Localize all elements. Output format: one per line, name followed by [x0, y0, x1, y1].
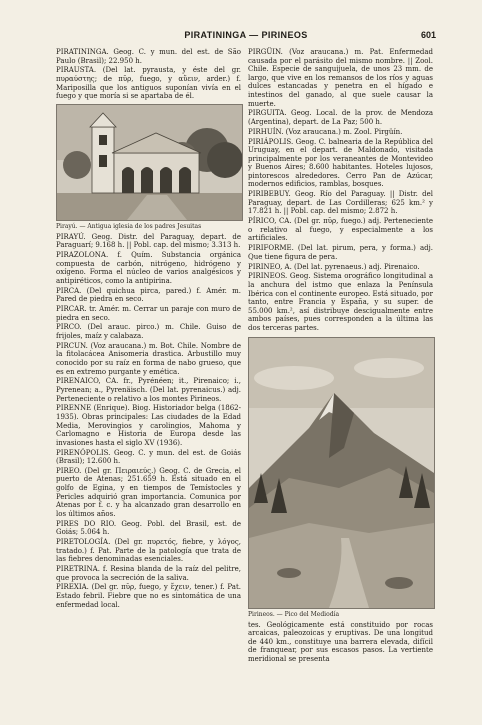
entry-pirexia: PIREXIA. (Del gr. πῦρ, fuego, y ἔχειν, tener.) f. Pat. Estado febril. Fiebre que no es sintomática de una enfermedad local. — [56, 583, 241, 609]
right-bottom-entries — [248, 621, 433, 664]
page-number: 601 — [420, 30, 436, 40]
entry-piratininga: PIRATININGA. Geog. C. y mun. del est. de São Paulo (Brasil); 22.950 h. — [56, 48, 241, 65]
entry-piretrina: PIRETRINA. f. Resina blanda de la raíz del pelitre, que provoca la secreción de la saliva. — [56, 564, 241, 582]
entry-piribebuy: PIRIBEBUY. Geog. Río del Paraguay. || Distr. del Paraguay, depart. de Las Cordilleras; 625 km.² y 17.821 h. || Pobl. cap. del mismo; 2.872 h. — [248, 190, 433, 216]
mountain-drawing — [249, 338, 434, 608]
entry-pirca: PIRCA. (Del quichua pirca, pared.) f. Amér. m. Pared de piedra en seco. — [56, 286, 241, 304]
entry-pirico: PÍRICO, CA. (Del gr. πῦρ, fuego.) adj. Perteneciente o relativo al fuego, y especialmente a los artificiales. — [248, 217, 433, 243]
entry-pirineos: PIRINEOS. Geog. Sistema orográfico longitudinal a la anchura del istmo que enlaza la Península Ibérica con el continente europeo. Está situado, por tanto, entre Francia y España, y su super. de 55.000 km.², así distribuye descigualmente entre ambos países, pues corresponden a la última las dos terceras partes. — [248, 272, 433, 332]
left-column — [56, 48, 241, 610]
entry-pirenaico: PIRENAICO, CA. fr., Pyrénéen; it., Pirenaico; i., Pyrenean; a., Pyrenäisch. (Del lat. pyrenaicus.) adj. Perteneciente o relativo a los montes Pirineos. — [56, 377, 241, 403]
entry-piriforme: PIRIFORME. (Del lat. pirum, pera, y forma.) adj. Que tiene figura de pera. — [248, 244, 433, 261]
entry-pirenopolis: PIRENÓPOLIS. Geog. C. y mun. del est. de Goiás (Brasil); 12.600 h. — [56, 448, 241, 466]
entry-pirco: PIRCO. (Del arauc. pirco.) m. Chile. Guiso de frijoles, maíz y calabaza. — [56, 323, 241, 341]
running-head: PIRATININGA — PIRINEOS — [184, 30, 308, 40]
church-caption: Pirayú. — Antigua iglesia de los padres Jesuitas — [56, 222, 202, 230]
entry-pirayu: PIRAYÚ. Geog. Distr. del Paraguay, depart. de Paraguarí; 9.168 h. || Pobl. cap. del mismo; 3.313 h. — [56, 232, 241, 250]
entry-pircar: PIRCAR. tr. Amér. m. Cerrar un paraje con muro de piedra en seco. — [56, 305, 241, 322]
left-bottom-entries — [56, 233, 241, 609]
church-illustration — [56, 104, 243, 221]
right-column — [248, 48, 433, 665]
entry-pirhuin: PIRHUÍN. (Voz araucana.) m. Zool. Pirgüín. — [248, 127, 403, 136]
entry-pirineos-continued: tes. Geológicamente está constituido por rocas arcaicas, paleozoicas y eruptivas. De una longitud de 440 km., constituye una barrera elevada, difícil de franquear, por sus escasos pasos. La vertiente meridional se presenta — [248, 620, 433, 663]
mountain-caption: Pirineos. — Pico del Mediodía — [248, 610, 340, 618]
entry-pircun: PIRCUN. (Voz araucana.) m. Bot. Chile. Nombre de la fitolacácea Anisomeria drastica. Arbustillo muy conocido por su raíz en forma de nabo grueso, que es en extremo purgante y emética. — [56, 341, 241, 376]
church-figure — [56, 104, 241, 230]
church-drawing — [57, 105, 242, 220]
entry-pirausta: PIRAUSTA. (Del lat. pyrausta, y éste del gr. πυραύστης; de πῦρ, fuego, y αὔειν, arder.) f. Mariposilla que los antiguos suponían vivía en el fuego y que moría si se apartaba de él. — [56, 66, 241, 101]
entry-pirguita: PIRGUITA. Geog. Local. de la prov. de Mendoza (Argentina), depart. de La Paz; 500 h. — [248, 109, 433, 126]
entry-pirguin: PIRGÜIN. (Voz araucana.) m. Pat. Enfermedad causada por el parásito del mismo nombre. || Zool. Chile. Especie de sanguijuela, de unos 23 mm. de largo, que vive en los remansos de los ríos y aguas dulces estancadas y penetra en el hígado e intestinos del ganado, al que suele causar la muerte. — [248, 48, 433, 108]
entry-piretologia: PIRETOLOGÍA. (Del gr. πυρετός, fiebre, y λόγος, tratado.) f. Pat. Parte de la patología que trata de las fiebres denominadas esenciales. — [56, 538, 241, 564]
entry-pireo: PIREO. (Del gr. Πειραιεύς.) Geog. C. de Grecia, el puerto de Atenas; 251.659 h. Está situado en el golfo de Egina, y en tiempos de Temístocles y Pericles adquirió gran importancia. Comunica por Atenas por f. c. y ha alcanzado gran desarrollo en los últimos años. — [56, 466, 241, 518]
entry-pirineo: PIRINEO, A. (Del lat. pyrenaeus.) adj. Pirenaico. — [248, 262, 420, 271]
entry-pirazolona: PIRAZOLONA. f. Quím. Substancia orgánica compuesta de carbón, nitrógeno, hidrógeno y oxígeno. Forma el núcleo de varios analgésicos y antipiréticos, como la antipirina. — [56, 251, 241, 285]
mountain-illustration — [248, 337, 435, 609]
entry-pirenne: PIRENNE (Enrique). Biog. Historiador belga (1862-1935). Obras principales: Las ciudades de la Edad Media, Merovingios y carolingios, Mahoma y Carlomagno e Historia de Europa desde las invasiones hasta el siglo XV (1936). — [56, 404, 241, 447]
right-top-entries — [248, 48, 433, 333]
entry-pires-do-rio: PIRES DO RIO. Geog. Pobl. del Brasil, est. de Goiás; 5.064 h. — [56, 519, 241, 537]
page-header — [56, 30, 436, 44]
entry-piriapolis: PIRIÁPOLIS. Geog. C. balnearia de la República del Uruguay, en el depart. de Maldonado, visitada principalmente por los veraneantes de Montevideo y Buenos Aires; 8.600 habitantes. Hoteles lujosos, pintorescos alrededores. Cerro Pan de Azúcar, modernos edificios, ramblas, bosques. — [248, 137, 433, 189]
left-top-entries — [56, 48, 241, 101]
mountain-figure — [248, 337, 433, 618]
